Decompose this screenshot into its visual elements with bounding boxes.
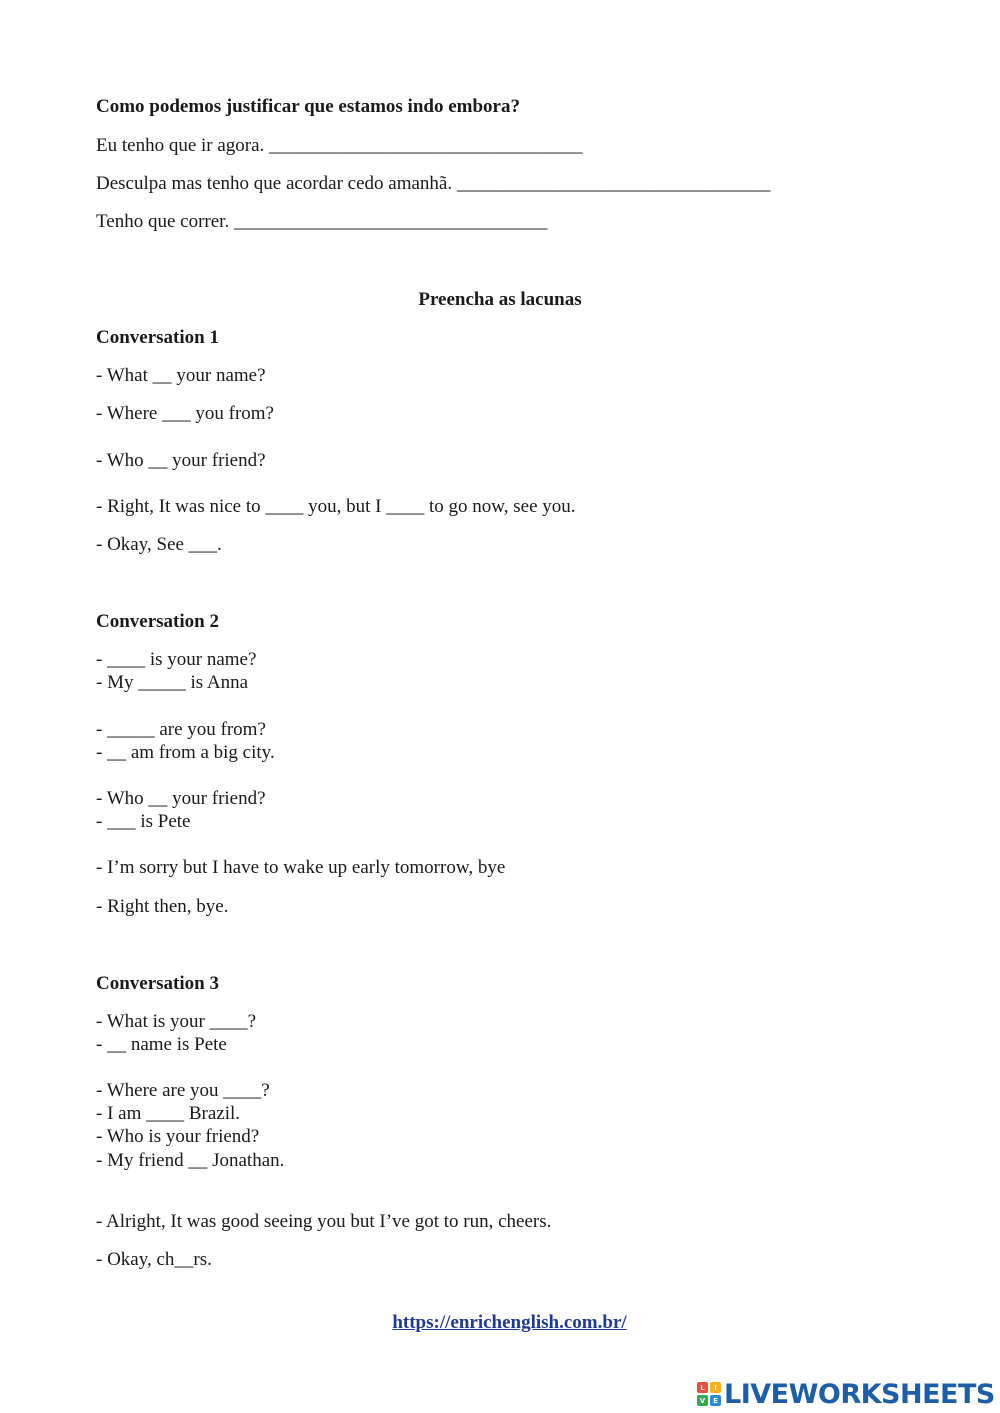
dialogue-line: - __ am from a big city. bbox=[96, 742, 275, 763]
dialogue-line: - What __ your name? bbox=[96, 365, 266, 386]
logo-letter: V bbox=[697, 1395, 708, 1406]
dialogue-line: - My friend __ Jonathan. bbox=[96, 1150, 285, 1171]
justify-question: Como podemos justificar que estamos indo embora? bbox=[96, 96, 520, 117]
conversation-3-title: Conversation 3 bbox=[96, 973, 219, 994]
logo-text: LIVEWORKSHEETS bbox=[724, 1378, 995, 1410]
dialogue-line: - Okay, See ___. bbox=[96, 534, 222, 555]
dialogue-line: - My _____ is Anna bbox=[96, 672, 248, 693]
logo-letter: I bbox=[710, 1382, 721, 1393]
dialogue-line: - I’m sorry but I have to wake up early tomorrow, bye bbox=[96, 857, 506, 878]
conversation-1-title: Conversation 1 bbox=[96, 327, 219, 348]
dialogue-line: - Who __ your friend? bbox=[96, 450, 266, 471]
dialogue-line: - ____ is your name? bbox=[96, 649, 257, 670]
dialogue-line: - What is your ____? bbox=[96, 1011, 257, 1032]
dialogue-line: - Where are you ____? bbox=[96, 1080, 270, 1101]
logo-letter: L bbox=[697, 1382, 708, 1393]
dialogue-line: - Right, It was nice to ____ you, but I ____ to go now, see you. bbox=[96, 496, 576, 517]
liveworksheets-logo[interactable] bbox=[697, 1379, 995, 1409]
dialogue-line: - Alright, It was good seeing you but I’ve got to run, cheers. bbox=[96, 1211, 552, 1232]
website-link[interactable]: https://enrichenglish.com.br/ bbox=[392, 1312, 627, 1333]
conversation-2-title: Conversation 2 bbox=[96, 611, 219, 632]
section-title: Preencha as lacunas bbox=[418, 289, 582, 310]
dialogue-line: - ___ is Pete bbox=[96, 811, 191, 832]
logo-letter: E bbox=[710, 1395, 721, 1406]
justification-line: Desculpa mas tenho que acordar cedo amanhã. _________________________________ bbox=[96, 173, 771, 194]
dialogue-line: - Okay, ch__rs. bbox=[96, 1249, 212, 1270]
dialogue-line: - Where ___ you from? bbox=[96, 403, 274, 424]
dialogue-line: - __ name is Pete bbox=[96, 1034, 227, 1055]
dialogue-line: - Right then, bye. bbox=[96, 896, 229, 917]
dialogue-line: - Who is your friend? bbox=[96, 1126, 260, 1147]
justification-line: Eu tenho que ir agora. _________________________________ bbox=[96, 135, 583, 156]
justification-line: Tenho que correr. _________________________________ bbox=[96, 211, 548, 232]
dialogue-line: - _____ are you from? bbox=[96, 719, 266, 740]
dialogue-line: - Who __ your friend? bbox=[96, 788, 266, 809]
dialogue-line: - I am ____ Brazil. bbox=[96, 1103, 241, 1124]
logo-mark-icon bbox=[697, 1382, 721, 1406]
